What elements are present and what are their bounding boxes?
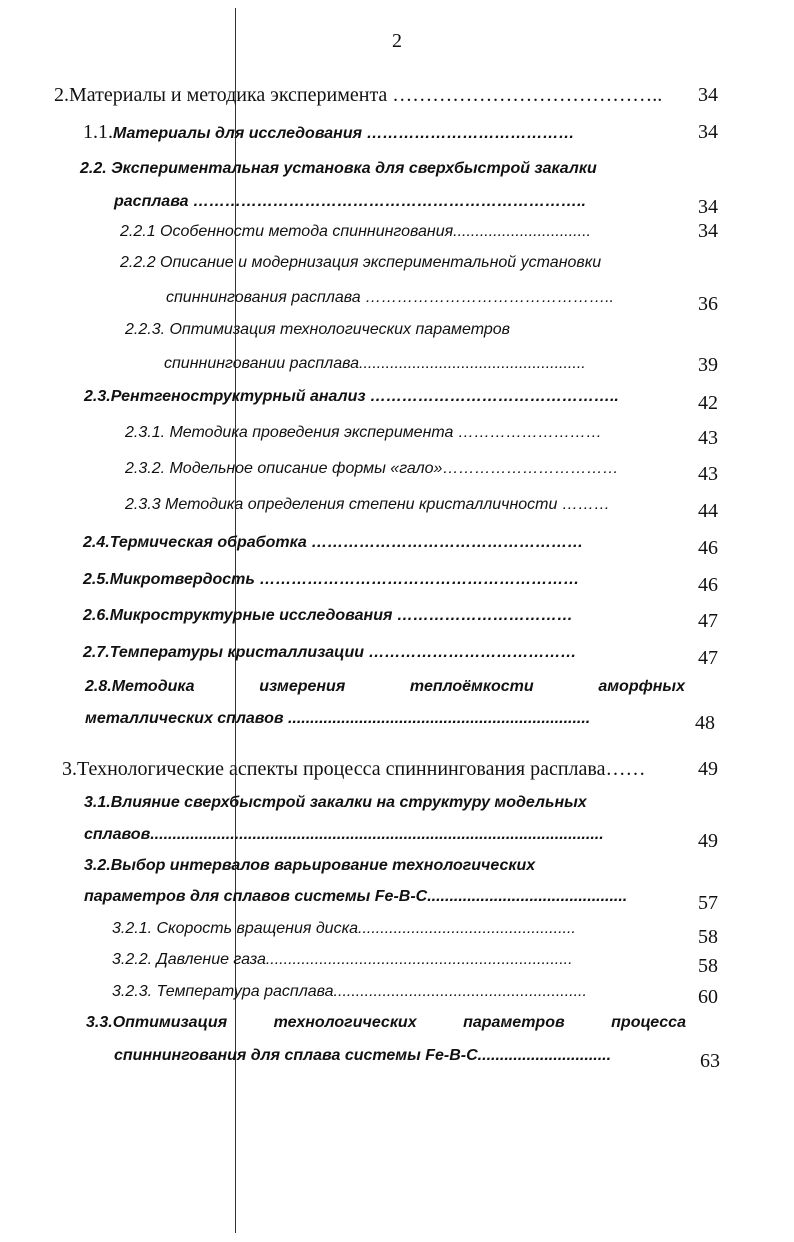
toc-page: 48	[695, 712, 715, 734]
toc-entry-2-3-2: 2.3.2. Модельное описание формы «гало»……………………………	[125, 460, 619, 477]
toc-word: теплоёмкости	[409, 678, 534, 695]
toc-page: 43	[698, 427, 718, 449]
toc-entry-2-8-line1	[85, 678, 685, 696]
toc-entry-2-2-line2: расплава ………………………………………………………………..	[114, 193, 586, 210]
toc-entry-3-2-line2: параметров для сплавов системы Fe-B-C.............................................	[84, 888, 628, 905]
toc-page: 34	[698, 121, 718, 143]
toc-word: параметров	[463, 1014, 565, 1031]
toc-entry-2-3-1: 2.3.1. Методика проведения эксперимента ………………………	[125, 424, 602, 441]
toc-heading-3: 3.Технологические аспекты процесса спиннингования расплава……	[62, 758, 646, 780]
toc-page: 43	[698, 463, 718, 485]
toc-entry-number: 1.1.	[83, 121, 113, 143]
toc-entry-2-7: 2.7.Температуры кристаллизации …………………………………	[83, 644, 577, 661]
toc-entry-3-1-line2: сплавов......................................................................................................	[84, 826, 604, 843]
toc-entry-3-2-2: 3.2.2. Давление газа.....................................................................	[112, 951, 573, 968]
page-number: 2	[392, 30, 402, 52]
toc-entry-3-1-line1: 3.1.Влияние сверхбыстрой закалки на структуру модельных	[84, 794, 587, 811]
toc-page: 58	[698, 926, 718, 948]
toc-entry-3-3-line2: спиннингования для сплава системы Fe-B-C..............................	[114, 1047, 612, 1064]
toc-page: 46	[698, 574, 718, 596]
toc-word: технологических	[273, 1014, 417, 1031]
toc-page: 34	[698, 196, 718, 218]
toc-entry-1-1	[83, 121, 574, 144]
toc-entry-text: Материалы для исследования …………………………………	[113, 125, 575, 142]
toc-entry-2-2-2-line1: 2.2.2 Описание и модернизация экспериментальной установки	[120, 254, 602, 271]
toc-heading-2: 2.Материалы и методика эксперимента …………………………………..	[54, 84, 663, 106]
toc-page: 47	[698, 610, 718, 632]
toc-page: 39	[698, 354, 718, 376]
toc-entry-2-2-2-line2: спиннингования расплава ………………………………………..	[166, 289, 614, 306]
toc-page: 60	[698, 986, 718, 1008]
toc-word: аморфных	[598, 678, 685, 695]
toc-entry-3-3-line1	[86, 1014, 686, 1032]
toc-page: 44	[698, 500, 718, 522]
toc-entry-2-2-line1: 2.2. Экспериментальная установка для сверхбыстрой закалки	[80, 160, 597, 177]
toc-page: 57	[698, 892, 718, 914]
toc-word: 3.3.Оптимизация	[86, 1014, 228, 1031]
toc-entry-3-2-3: 3.2.3. Температура расплава.........................................................	[112, 983, 587, 1000]
toc-word: 2.8.Методика	[85, 678, 195, 695]
toc-page: 49	[698, 830, 718, 852]
toc-word: процесса	[611, 1014, 686, 1031]
toc-page: 46	[698, 537, 718, 559]
toc-entry-2-8-line2: металлических сплавов ....................................................................	[85, 710, 591, 727]
toc-entry-2-2-1: 2.2.1 Особенности метода спиннингования...............................	[120, 223, 591, 240]
toc-page: 58	[698, 955, 718, 977]
toc-entry-2-5: 2.5.Микротвердость ……………………………………………………	[83, 571, 580, 588]
toc-entry-2-6: 2.6.Микроструктурные исследования ……………………………	[83, 607, 573, 624]
toc-page: 42	[698, 392, 718, 414]
toc-word: измерения	[259, 678, 346, 695]
toc-entry-3-2-line1: 3.2.Выбор интервалов варьирование технологических	[84, 857, 536, 874]
toc-page: 49	[698, 758, 718, 780]
toc-entry-2-3-3: 2.3.3 Методика определения степени кристалличности ………	[125, 496, 610, 513]
toc-page: 63	[700, 1050, 720, 1072]
toc-page: 34	[698, 220, 718, 242]
toc-page: 47	[698, 647, 718, 669]
toc-entry-3-2-1: 3.2.1. Скорость вращения диска.................................................	[112, 920, 576, 937]
toc-entry-2-4: 2.4.Термическая обработка ……………………………………………	[83, 534, 584, 551]
toc-page: 34	[698, 84, 718, 106]
toc-entry-2-2-3-line2: спиннинговании расплава...................................................	[164, 355, 586, 372]
toc-entry-2-3: 2.3.Рентгеноструктурный анализ ………………………………………..	[84, 388, 619, 405]
toc-page: 36	[698, 293, 718, 315]
toc-entry-2-2-3-line1: 2.2.3. Оптимизация технологических параметров	[125, 321, 510, 338]
